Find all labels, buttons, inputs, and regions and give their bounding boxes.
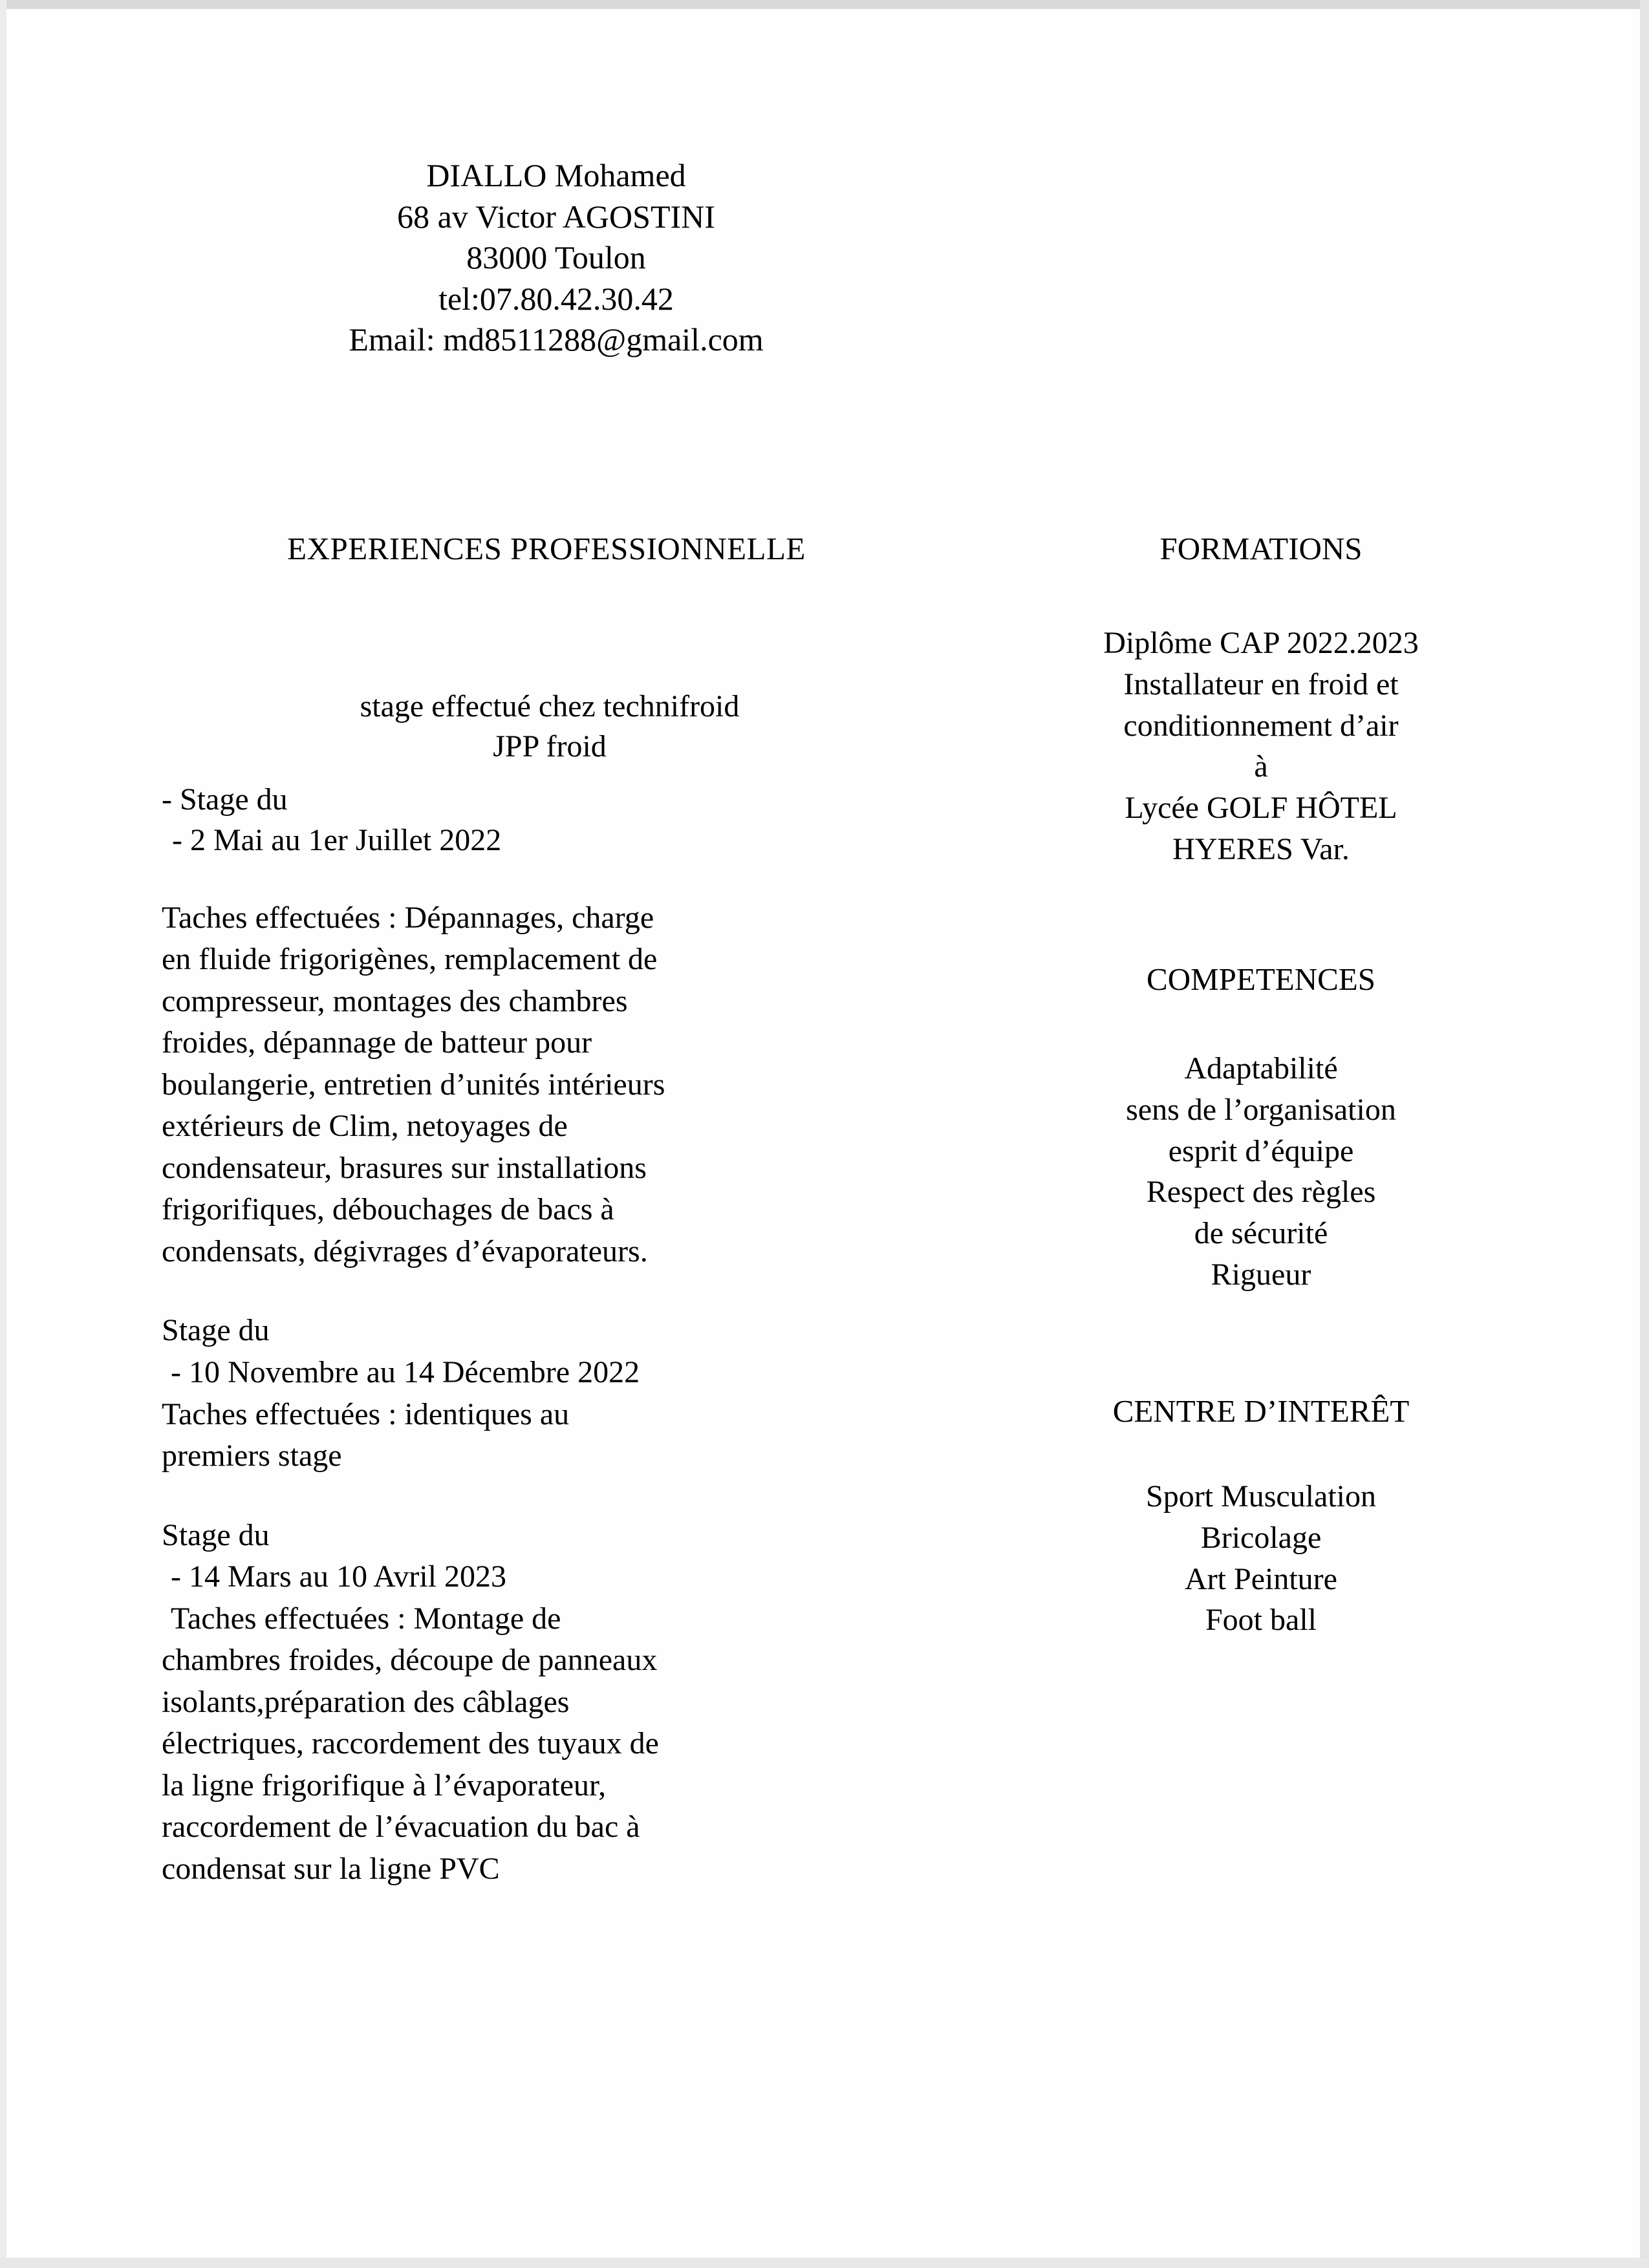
spacer (996, 870, 1526, 961)
experience-1-dates (162, 779, 938, 861)
candidate-phone: tel:07.80.42.30.42 (438, 280, 674, 317)
competence-line: de sécurité (1194, 1216, 1328, 1251)
interet-line: Foot ball (1205, 1603, 1317, 1638)
interet-line: Sport Musculation (1146, 1479, 1376, 1514)
task-line: Taches effectuées : Dépannages, charge (162, 900, 654, 935)
task-line: boulangerie, entretien d’unités intérieurs (162, 1067, 665, 1102)
experience-3-line: électriques, raccordement des tuyaux de (162, 1726, 659, 1761)
competence-line: Respect des règles (1146, 1175, 1376, 1210)
experience-2-line: - 10 Novembre au 14 Décembre 2022 (171, 1354, 640, 1389)
experience-3-line: Taches effectuées : Montage de (171, 1601, 561, 1636)
contact-header (0, 155, 1112, 361)
experience-1-title-line-1: stage effectué chez technifroid (360, 689, 740, 723)
candidate-email: Email: md8511288@gmail.com (349, 321, 764, 358)
spacer (996, 1296, 1526, 1393)
spacer (996, 998, 1526, 1048)
task-line: condensats, dégivrages d’évaporateurs. (162, 1234, 648, 1268)
formation-line: conditionnement d’air (1123, 708, 1399, 743)
interet-line: Art Peinture (1185, 1561, 1337, 1596)
task-line: en fluide frigorigènes, remplacement de (162, 942, 658, 977)
competences-block (996, 1048, 1526, 1296)
experience-1-title-line-2: JPP froid (493, 729, 607, 764)
interet-line: Bricolage (1200, 1520, 1322, 1555)
formation-line: Installateur en froid et (1123, 667, 1399, 701)
competence-line: esprit d’équipe (1168, 1133, 1354, 1168)
experience-2 (162, 1310, 938, 1477)
experience-3-line: condensat sur la ligne PVC (162, 1851, 500, 1886)
competence-line: Rigueur (1211, 1257, 1311, 1292)
experience-2-line: Taches effectuées : identiques au (162, 1396, 570, 1431)
sidebar-column (996, 530, 1526, 1641)
formations-block (996, 623, 1526, 870)
competence-line: Adaptabilité (1184, 1051, 1338, 1086)
task-line: extérieurs de Clim, netoyages de (162, 1109, 568, 1144)
task-line: frigorifiques, débouchages de bacs à (162, 1192, 614, 1227)
formation-line: à (1254, 749, 1268, 784)
section-title-centre-interet: CENTRE D’INTERÊT (1112, 1393, 1410, 1429)
experience-3-line: isolants,préparation des câblages (162, 1684, 570, 1719)
experience-1-date-line-1: - Stage du (162, 782, 288, 817)
spacer (996, 567, 1526, 623)
section-title-formations: FORMATIONS (1159, 531, 1363, 566)
competence-line: sens de l’organisation (1126, 1092, 1396, 1127)
experience-2-line: premiers stage (162, 1439, 342, 1473)
formation-line: HYERES Var. (1172, 832, 1350, 867)
scan-edge-top (0, 0, 1649, 9)
experience-1-title (162, 687, 938, 767)
task-line: condensateur, brasures sur installations (162, 1150, 647, 1185)
candidate-name: DIALLO Mohamed (426, 157, 686, 193)
candidate-street: 68 av Victor AGOSTINI (397, 198, 715, 235)
experience-3-line: - 14 Mars au 10 Avril 2023 (171, 1559, 507, 1594)
formation-line: Lycée GOLF HÔTEL (1125, 791, 1397, 826)
task-line: froides, dépannage de batteur pour (162, 1025, 592, 1060)
task-line: compresseur, montages des chambres (162, 983, 628, 1018)
formation-line: Diplôme CAP 2022.2023 (1103, 626, 1419, 660)
section-title-experiences: EXPERIENCES PROFESSIONNELLE (287, 531, 806, 566)
experience-1-date-line-2: - 2 Mai au 1er Juillet 2022 (172, 823, 502, 858)
scan-edge-right (1640, 0, 1649, 2268)
experience-3-line: Stage du (162, 1517, 270, 1552)
experience-3-line: chambres froides, découpe de panneaux (162, 1643, 658, 1678)
candidate-city: 83000 Toulon (466, 239, 646, 275)
section-title-competences: COMPETENCES (1147, 961, 1375, 997)
spacer (996, 1429, 1526, 1476)
experience-column (162, 530, 938, 1890)
experience-1-tasks (162, 897, 938, 1273)
scan-edge-bottom (0, 2258, 1649, 2268)
experience-3 (162, 1515, 938, 1890)
experience-2-line: Stage du (162, 1313, 270, 1348)
experience-3-line: raccordement de l’évacuation du bac à (162, 1810, 640, 1845)
experience-3-line: la ligne frigorifique à l’évaporateur, (162, 1768, 607, 1803)
interets-block (996, 1476, 1526, 1641)
